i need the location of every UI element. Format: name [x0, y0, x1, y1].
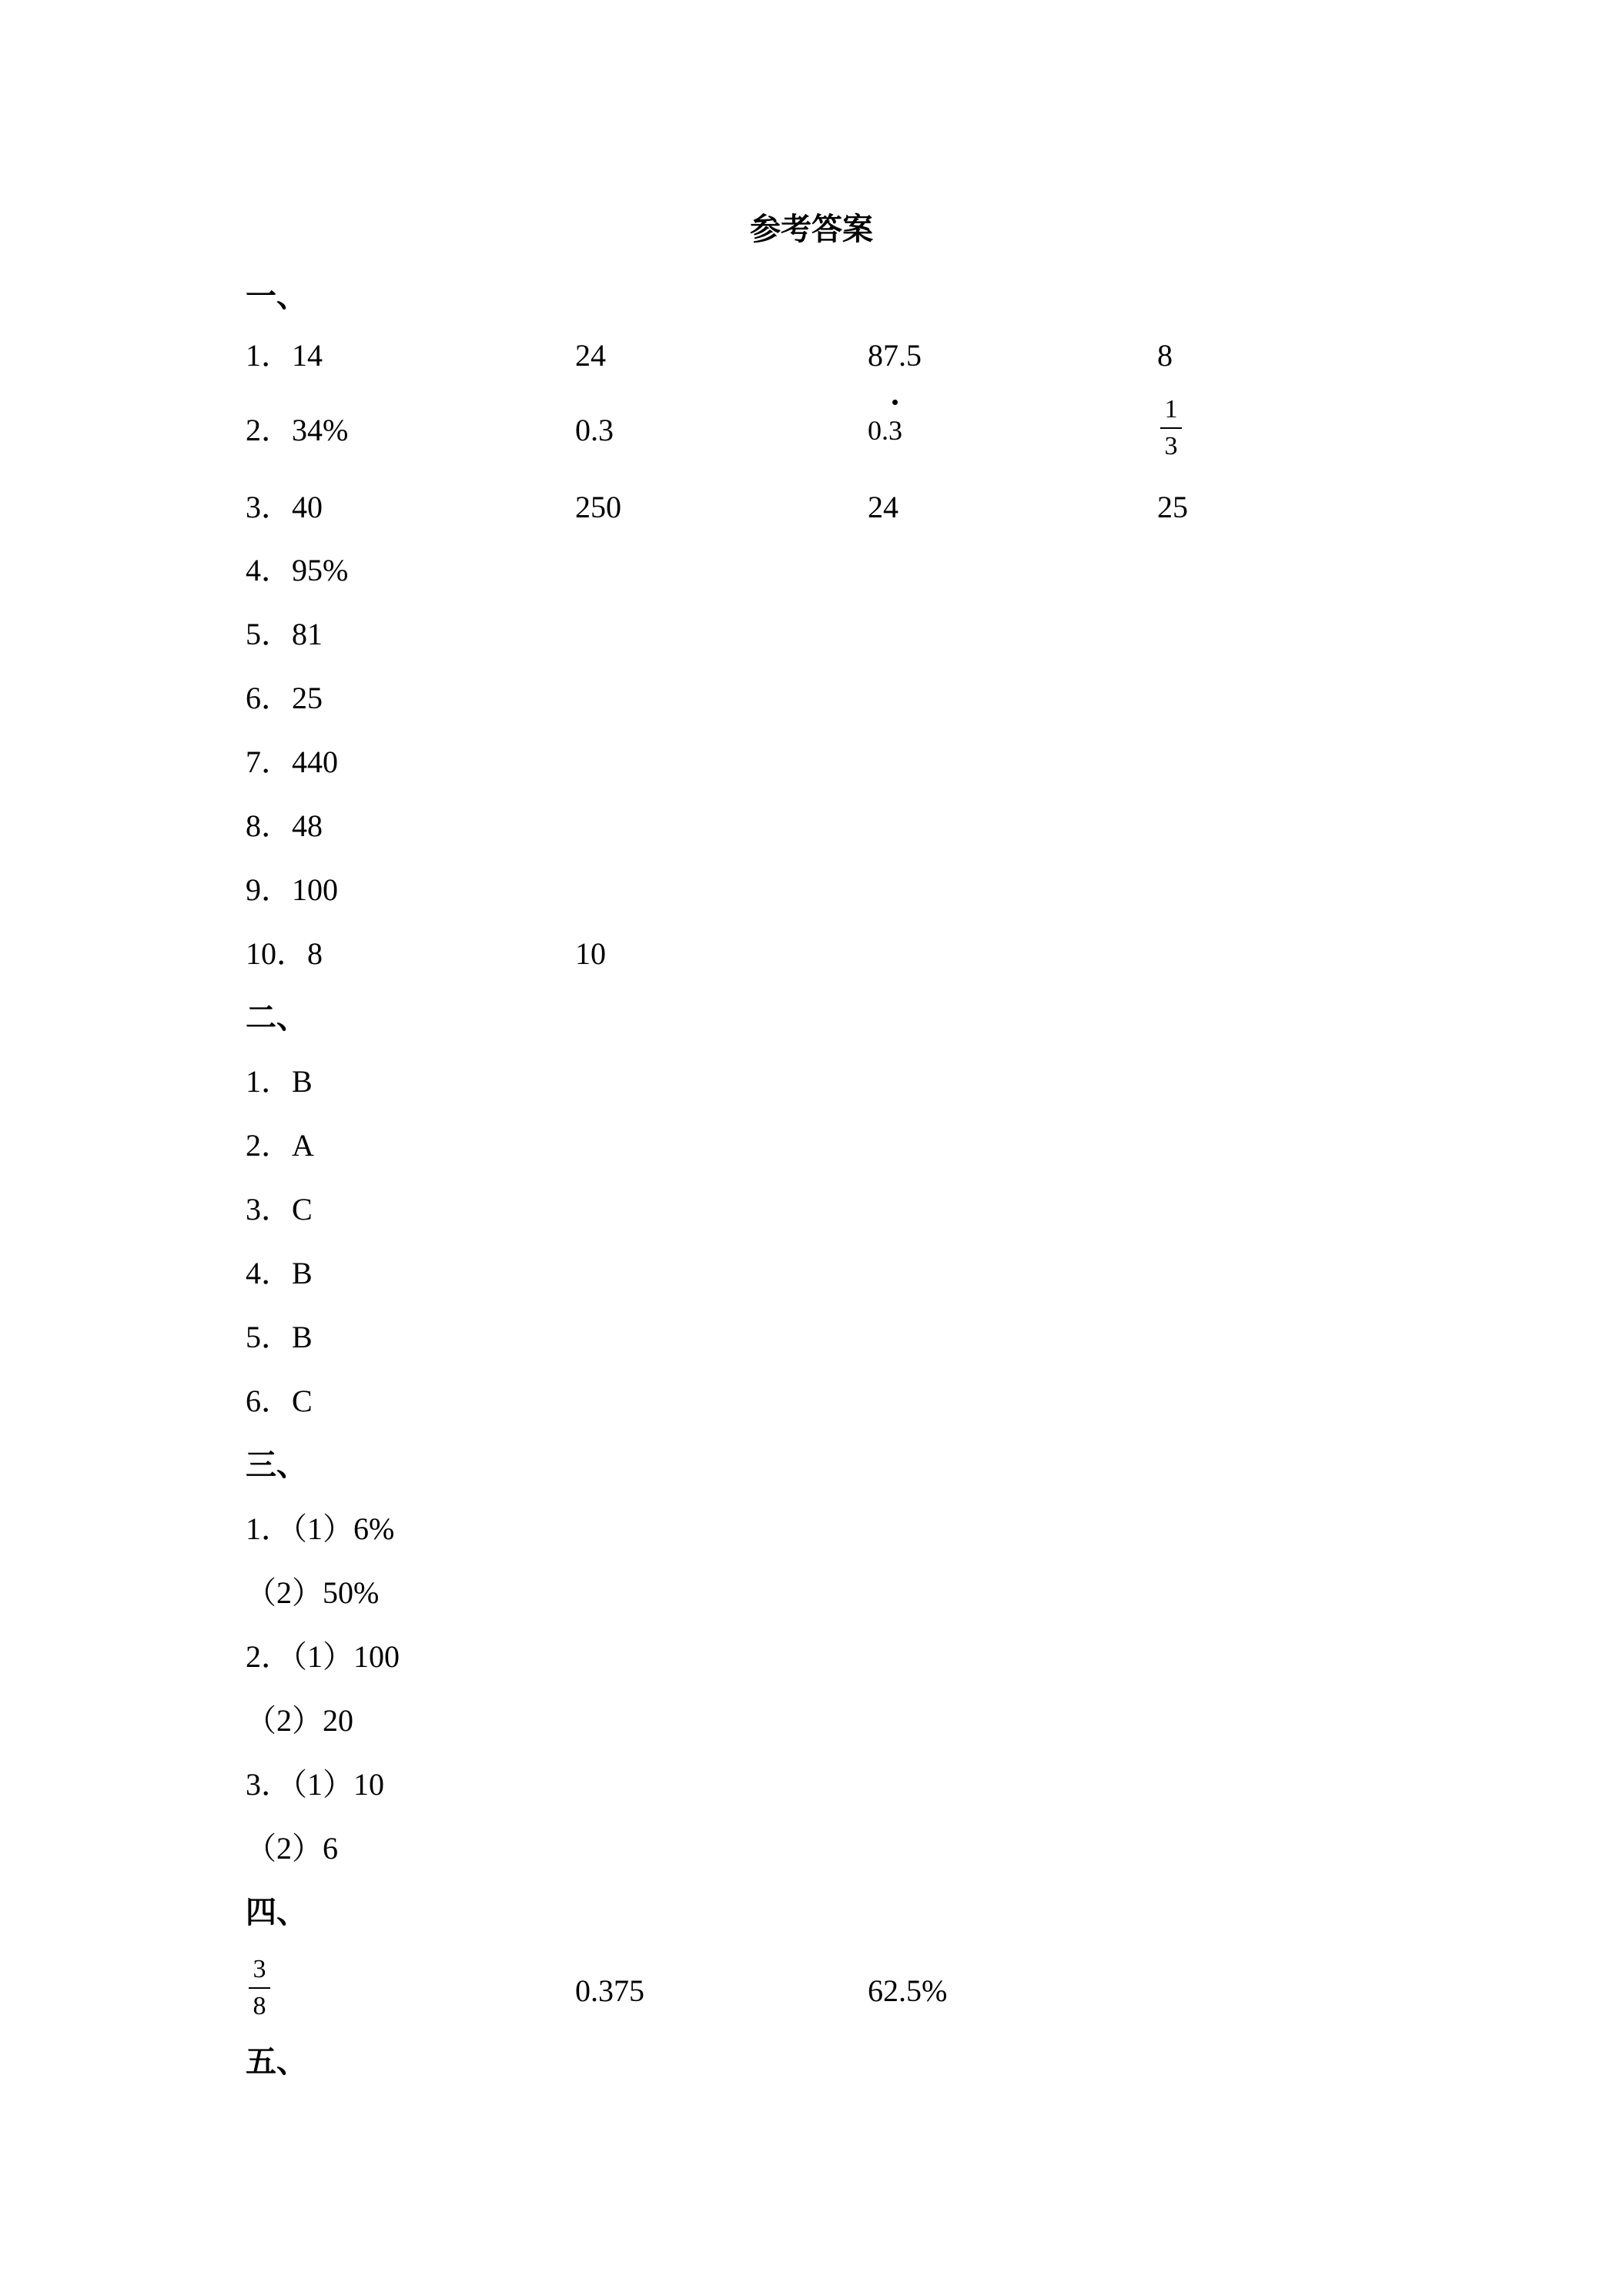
repeating-digit-value: 3: [888, 415, 902, 446]
answer-cell: 1．B: [246, 1064, 313, 1099]
answer-cell: 8: [1157, 338, 1173, 373]
answer-row-2-2: [0, 1123, 1623, 1169]
answer-cell: （2）20: [246, 1703, 353, 1738]
answer-cell: 2．34%: [246, 413, 349, 447]
answer-row-1-7: [0, 739, 1623, 785]
answer-cell: 0.375: [575, 1973, 644, 2008]
answer-row-2-4: [0, 1250, 1623, 1297]
answer-cell: 9．100: [246, 872, 338, 907]
answer-cell: 4．B: [246, 1256, 313, 1290]
section-heading-4: 四、: [246, 1895, 307, 1930]
section-heading-1: 一、: [246, 279, 307, 314]
repeating-decimal-integer: 0.: [868, 415, 888, 446]
answer-row-1-8: [0, 803, 1623, 849]
answer-row-1-9: [0, 867, 1623, 913]
answer-row-3-6: [0, 1826, 1623, 1872]
answer-cell: 7．440: [246, 745, 338, 779]
answer-cell: 250: [575, 490, 621, 524]
answer-cell: 24: [575, 338, 606, 373]
answer-cell: 2．A: [246, 1128, 314, 1163]
section-heading-2: 二、: [246, 1000, 307, 1036]
page-title: 参考答案: [750, 212, 873, 247]
answer-cell: （2）50%: [246, 1575, 380, 1610]
answer-row-2-6: [0, 1378, 1623, 1424]
answer-row-2-3: [0, 1186, 1623, 1233]
answer-row-1-5: [0, 611, 1623, 658]
answer-row-1-3: [0, 484, 1623, 530]
answer-cell: 6．C: [246, 1384, 313, 1418]
answer-row-3-2: [0, 1570, 1623, 1616]
answer-cell: 3．（1）10: [246, 1767, 384, 1802]
section-heading-5: 五、: [246, 2044, 307, 2080]
answer-cell: 0.3: [575, 413, 614, 447]
answer-cell: 6．25: [246, 681, 323, 715]
answer-cell: 5．B: [246, 1320, 313, 1354]
answer-row-4-1: [0, 1968, 1623, 2014]
answer-cell: 25: [1157, 490, 1188, 524]
answer-cell: 1．（1）6%: [246, 1511, 395, 1546]
answer-cell: 10: [575, 936, 606, 971]
answer-row-3-1: [0, 1506, 1623, 1552]
answer-row-1-6: [0, 675, 1623, 721]
answer-row-2-5: [0, 1314, 1623, 1361]
fraction-denominator: 3: [1164, 432, 1178, 460]
answer-row-1-2: [0, 407, 1623, 454]
answer-cell: 1．14: [246, 338, 323, 373]
repeating-decimal: [868, 407, 902, 454]
answer-cell: 4．95%: [246, 553, 349, 587]
fraction-numerator: 1: [1164, 395, 1178, 423]
answer-row-3-4: [0, 1698, 1623, 1744]
fraction-numerator: 3: [253, 1955, 266, 1983]
answer-cell: 8．48: [246, 808, 323, 843]
answer-cell: 2．（1）100: [246, 1639, 400, 1674]
answer-cell: 5．81: [246, 617, 323, 651]
answer-cell: 24: [868, 490, 899, 524]
repeat-dot-icon: [892, 400, 898, 405]
answer-row-3-5: [0, 1762, 1623, 1808]
answer-row-1-4: [0, 547, 1623, 594]
answer-cell: 3．C: [246, 1192, 313, 1227]
answer-row-2-1: [0, 1059, 1623, 1105]
fraction-denominator: 8: [253, 1992, 266, 2020]
fraction-one-third: [1157, 394, 1185, 462]
answer-row-3-3: [0, 1634, 1623, 1680]
answer-row-1-1: [0, 333, 1623, 379]
fraction-bar: [1160, 427, 1182, 429]
section-heading-3: 三、: [246, 1448, 307, 1483]
answer-cell: 87.5: [868, 338, 922, 373]
answer-cell: （2）6: [246, 1831, 338, 1866]
answer-row-1-10: [0, 931, 1623, 977]
answer-cell: 10．8: [246, 936, 323, 971]
answer-cell: 62.5%: [868, 1973, 948, 2008]
repeating-digit: [888, 407, 902, 454]
answer-cell: 3．40: [246, 490, 323, 524]
